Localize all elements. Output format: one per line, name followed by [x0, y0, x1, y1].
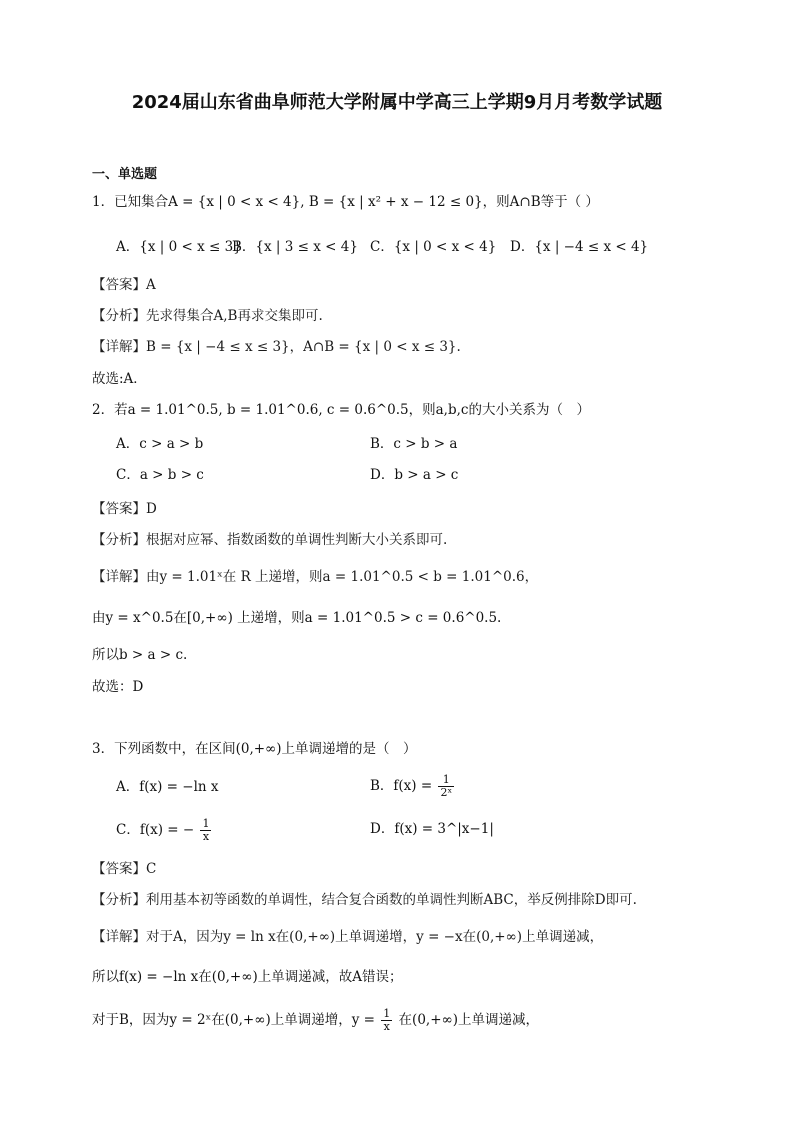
section-heading: 一、单选题 — [92, 167, 158, 182]
q3-analysis: 【分析】利用基本初等函数的单调性，结合复合函数的单调性判断ABC，举反例排除D即可. — [92, 892, 637, 908]
q3-detail-3 — [92, 1008, 539, 1033]
q1-detail: 【详解】B = {x | −4 ≤ x ≤ 3}，A∩B = {x | 0 < x ≤ 3}. — [92, 339, 461, 355]
page-title: 2024届山东省曲阜师范大学附属中学高三上学期9月月考数学试题 — [131, 92, 663, 113]
q2-detail-3: 所以b > a > c. — [92, 647, 188, 663]
fraction-denominator: 2ˣ — [440, 786, 453, 799]
q3-detail-3-fraction — [381, 1008, 392, 1033]
q1-answer: 【答案】A — [92, 277, 156, 293]
q2-detail-1: 【详解】由y = 1.01ˣ在 R 上递增，则a = 1.01^0.5 < b = 1.01^0.6， — [92, 569, 539, 585]
q3-detail-2: 所以f(x) = −ln x在(0,+∞)上单调递减，故A错误； — [92, 969, 403, 985]
q3-detail-3-prefix: 对于B，因为y = 2ˣ在(0,+∞)上单调递增，y = — [92, 1012, 375, 1028]
fraction-numerator: 1 — [383, 1007, 391, 1020]
fraction-numerator: 1 — [438, 774, 454, 787]
q2-option-c: C．a > b > c — [116, 467, 204, 483]
q3-option-c-fraction — [200, 818, 211, 843]
fraction-denominator: x — [383, 1020, 390, 1033]
q3-option-b-prefix: B．f(x) = — [370, 778, 433, 794]
q3-answer: 【答案】C — [92, 861, 157, 877]
q2-detail-2: 由y = x^0.5在[0,+∞) 上递增，则a = 1.01^0.5 > c = 0.6^0.5. — [92, 610, 502, 626]
q2-option-b: B．c > b > a — [370, 436, 458, 452]
q3-stem: 3．下列函数中，在区间(0,+∞)上单调递增的是（ ） — [92, 741, 417, 757]
q2-conclusion: 故选：D — [92, 679, 144, 695]
q3-detail-3-suffix: 在(0,+∞)上单调递减， — [398, 1012, 540, 1028]
q3-option-b-fraction — [438, 774, 454, 799]
q3-option-c-prefix: C．f(x) = − — [116, 822, 195, 838]
q3-option-a: A．f(x) = −ln x — [116, 779, 219, 795]
q1-conclusion: 故选:A． — [92, 371, 147, 387]
q1-analysis: 【分析】先求得集合A,B再求交集即可. — [92, 308, 323, 324]
q1-option-a: A．{x | 0 < x ≤ 3} — [116, 239, 242, 255]
q2-stem: 2．若a = 1.01^0.5, b = 1.01^0.6, c = 0.6^0.5，则a,b,c的大小关系为（ ） — [92, 402, 590, 418]
q1-stem: 1．已知集合A = {x | 0 < x < 4}, B = {x | x² + x − 12 ≤ 0}，则A∩B等于（ ） — [92, 194, 599, 210]
fraction-denominator: x — [202, 830, 210, 843]
q2-answer: 【答案】D — [92, 501, 157, 517]
q2-option-a: A．c > a > b — [116, 436, 204, 452]
q1-option-d: D．{x | −4 ≤ x < 4} — [510, 239, 649, 255]
q3-option-c — [116, 818, 213, 843]
q3-option-d: D．f(x) = 3^|x−1| — [370, 821, 494, 837]
q3-detail-1: 【详解】对于A，因为y = ln x在(0,+∞)上单调递增，y = −x在(0,+∞)上单调递减， — [92, 929, 604, 945]
q1-option-b: B．{x | 3 ≤ x < 4} — [232, 239, 358, 255]
q2-analysis: 【分析】根据对应幂、指数函数的单调性判断大小关系即可. — [92, 532, 448, 548]
q2-option-d: D．b > a > c — [370, 467, 459, 483]
q3-option-b — [370, 774, 456, 799]
q1-option-c: C．{x | 0 < x < 4} — [370, 239, 497, 255]
fraction-numerator: 1 — [202, 817, 210, 830]
